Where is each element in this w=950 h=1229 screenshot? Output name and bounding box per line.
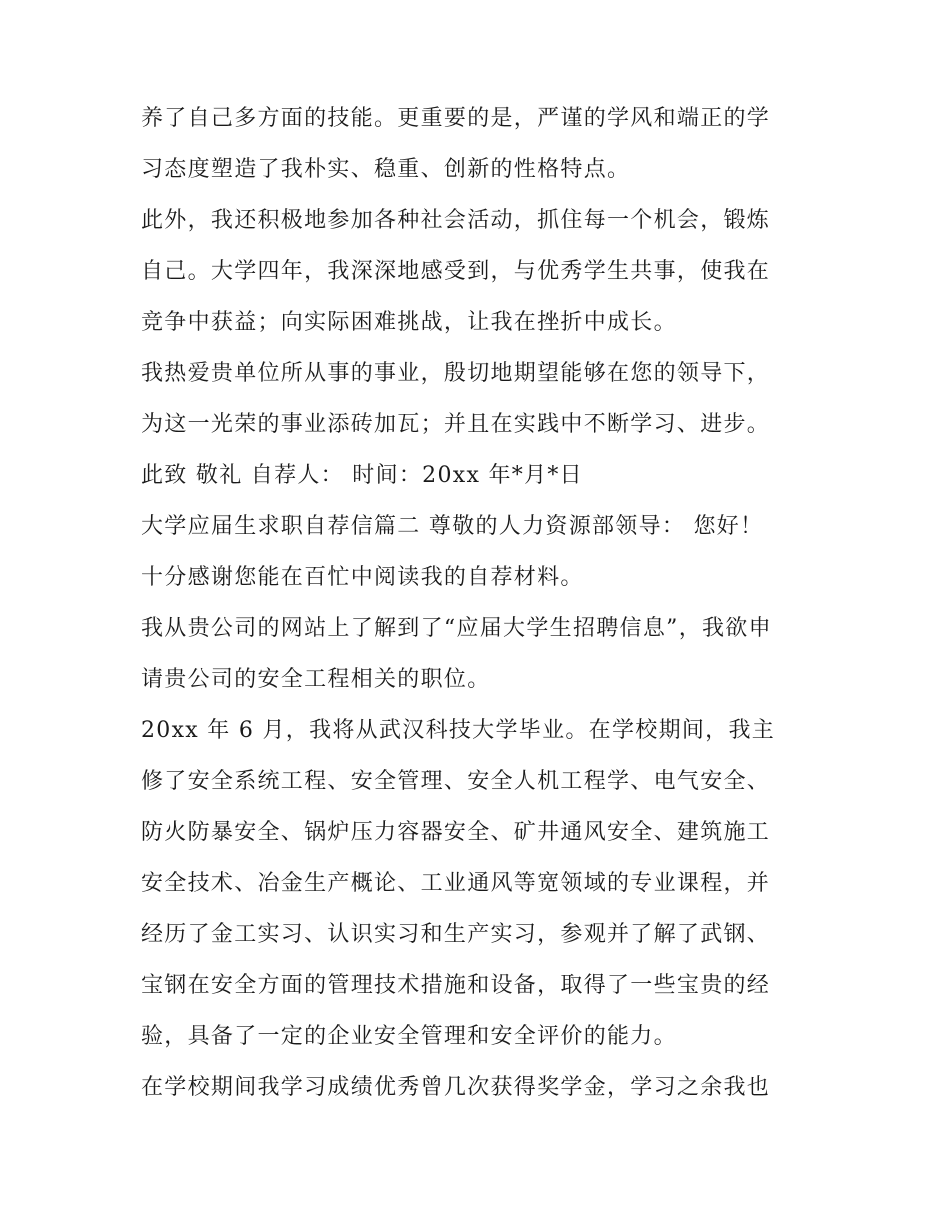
- text-line: 安全技术、冶金生产概论、工业通风等宽领域的专业课程，并: [141, 871, 771, 896]
- text-line: 请贵公司的安全工程相关的职位。: [141, 667, 491, 692]
- text-line: 为这一光荣的事业添砖加瓦；并且在实践中不断学习、进步。: [141, 412, 771, 437]
- text-line: 此致 敬礼 自荐人： 时间：20xx 年*月*日: [141, 463, 583, 488]
- text-line: 习态度塑造了我朴实、稳重、创新的性格特点。: [141, 157, 631, 182]
- text-line: 20xx 年 6 月，我将从武汉科技大学毕业。在学校期间，我主: [141, 718, 776, 743]
- text-line: 养了自己多方面的技能。更重要的是，严谨的学风和端正的学: [141, 106, 771, 131]
- text-line: 验，具备了一定的企业安全管理和安全评价的能力。: [141, 1024, 677, 1049]
- text-line: 十分感谢您能在百忙中阅读我的自荐材料。: [141, 565, 584, 590]
- text-line: 我从贵公司的网站上了解到了“应届大学生招聘信息”，我欲申: [141, 616, 772, 641]
- text-line: 经历了金工实习、认识实习和生产实习，参观并了解了武钢、: [141, 922, 771, 947]
- text-line: 竞争中获益；向实际困难挑战，让我在挫折中成长。: [141, 310, 677, 335]
- text-line: 在学校期间我学习成绩优秀曾几次获得奖学金，学习之余我也: [141, 1075, 771, 1100]
- text-line: 我热爱贵单位所从事的事业，殷切地期望能够在您的领导下，: [141, 361, 771, 386]
- text-line: 宝钢在安全方面的管理技术措施和设备，取得了一些宝贵的经: [141, 973, 771, 998]
- text-line: 大学应届生求职自荐信篇二 尊敬的人力资源部领导： 您好！: [141, 514, 764, 539]
- text-line: 防火防暴安全、锅炉压力容器安全、矿井通风安全、建筑施工: [141, 820, 771, 845]
- text-line: 此外，我还积极地参加各种社会活动，抓住每一个机会，锻炼: [141, 208, 771, 233]
- document-body: [141, 106, 821, 1100]
- text-line: 修了安全系统工程、安全管理、安全人机工程学、电气安全、: [141, 769, 771, 794]
- text-line: 自己。大学四年，我深深地感受到，与优秀学生共事，使我在: [141, 259, 771, 284]
